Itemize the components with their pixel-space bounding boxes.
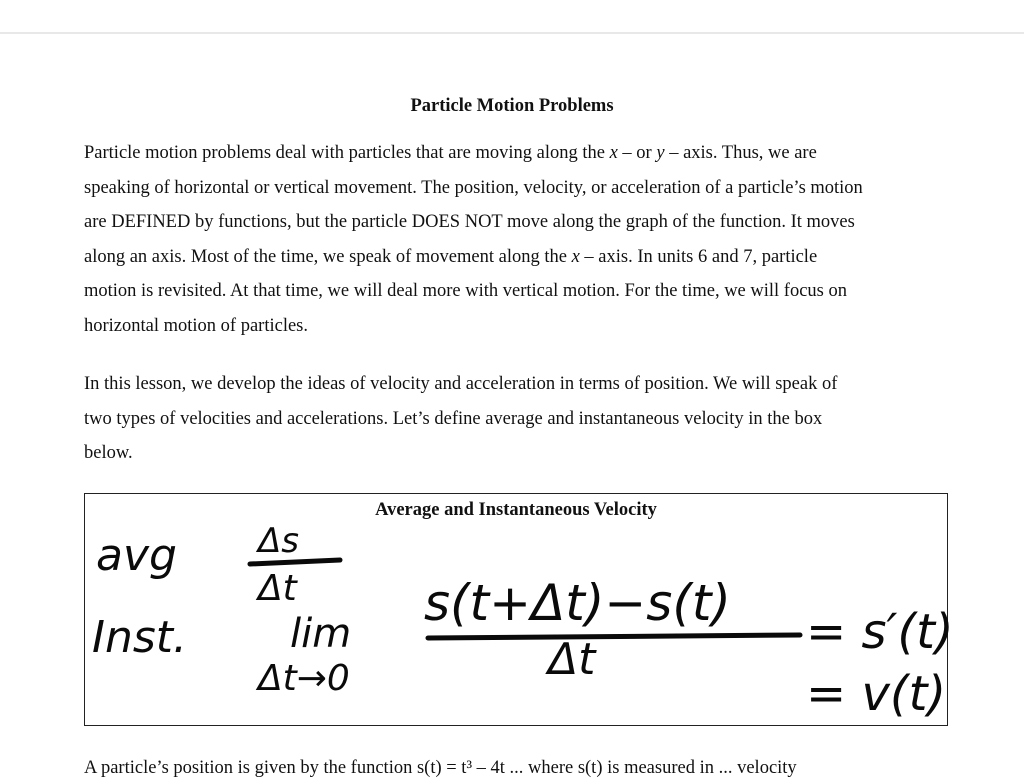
handwritten-result-velocity: = v(t) (806, 666, 947, 722)
document-page (0, 34, 1024, 778)
viewer-toolbar (0, 0, 1024, 34)
handwritten-avg-label: avg (96, 530, 177, 581)
paragraph-line: along an axis. Most of the time, we speak of movement along the x – axis. In units 6 and 7, particle (84, 246, 818, 267)
inst-fraction-bar (428, 635, 800, 638)
handwritten-result-derivative: = s′(t) (806, 604, 954, 660)
handwritten-lim-subscript: Δt→0 (258, 658, 350, 699)
box-title: Average and Instantaneous Velocity (375, 500, 657, 520)
handwritten-inst-label: Inst. (92, 612, 188, 663)
paragraph-line: speaking of horizontal or vertical movement. The position, velocity, or acceleration of a particle’s motion (84, 177, 863, 198)
paragraph-line: motion is revisited. At that time, we will deal more with vertical motion. For the time, we will focus on (84, 281, 847, 301)
cut-off-text: A particle’s position is given by the function s(t) = t³ – 4t ... where s(t) is measured in ... velocity (84, 758, 797, 778)
paragraph-line: are DEFINED by functions, but the particle DOES NOT move along the graph of the function. It moves (84, 212, 855, 232)
handwritten-delta-t: Δt (258, 568, 297, 609)
paragraph-line: horizontal motion of particles. (84, 315, 308, 336)
paragraph-line: In this lesson, we develop the ideas of velocity and acceleration in terms of position. We will speak of (84, 374, 838, 394)
page-title: Particle Motion Problems (410, 96, 614, 116)
handwritten-numerator: s(t+Δt)−s(t) (424, 574, 731, 632)
handwriting-ink (0, 34, 1024, 768)
handwritten-denominator: Δt (548, 634, 596, 685)
handwritten-delta-s: Δs (258, 521, 299, 561)
paragraph-line: below. (84, 443, 133, 463)
avg-fraction-bar (250, 560, 340, 564)
handwritten-lim: lim (290, 611, 352, 657)
paragraph-line: Particle motion problems deal with particles that are moving along the x – or y – axis. Thus, we are (84, 143, 817, 163)
paragraph-line: two types of velocities and accelerations. Let’s define average and instantaneous velocity in the box (84, 408, 823, 429)
